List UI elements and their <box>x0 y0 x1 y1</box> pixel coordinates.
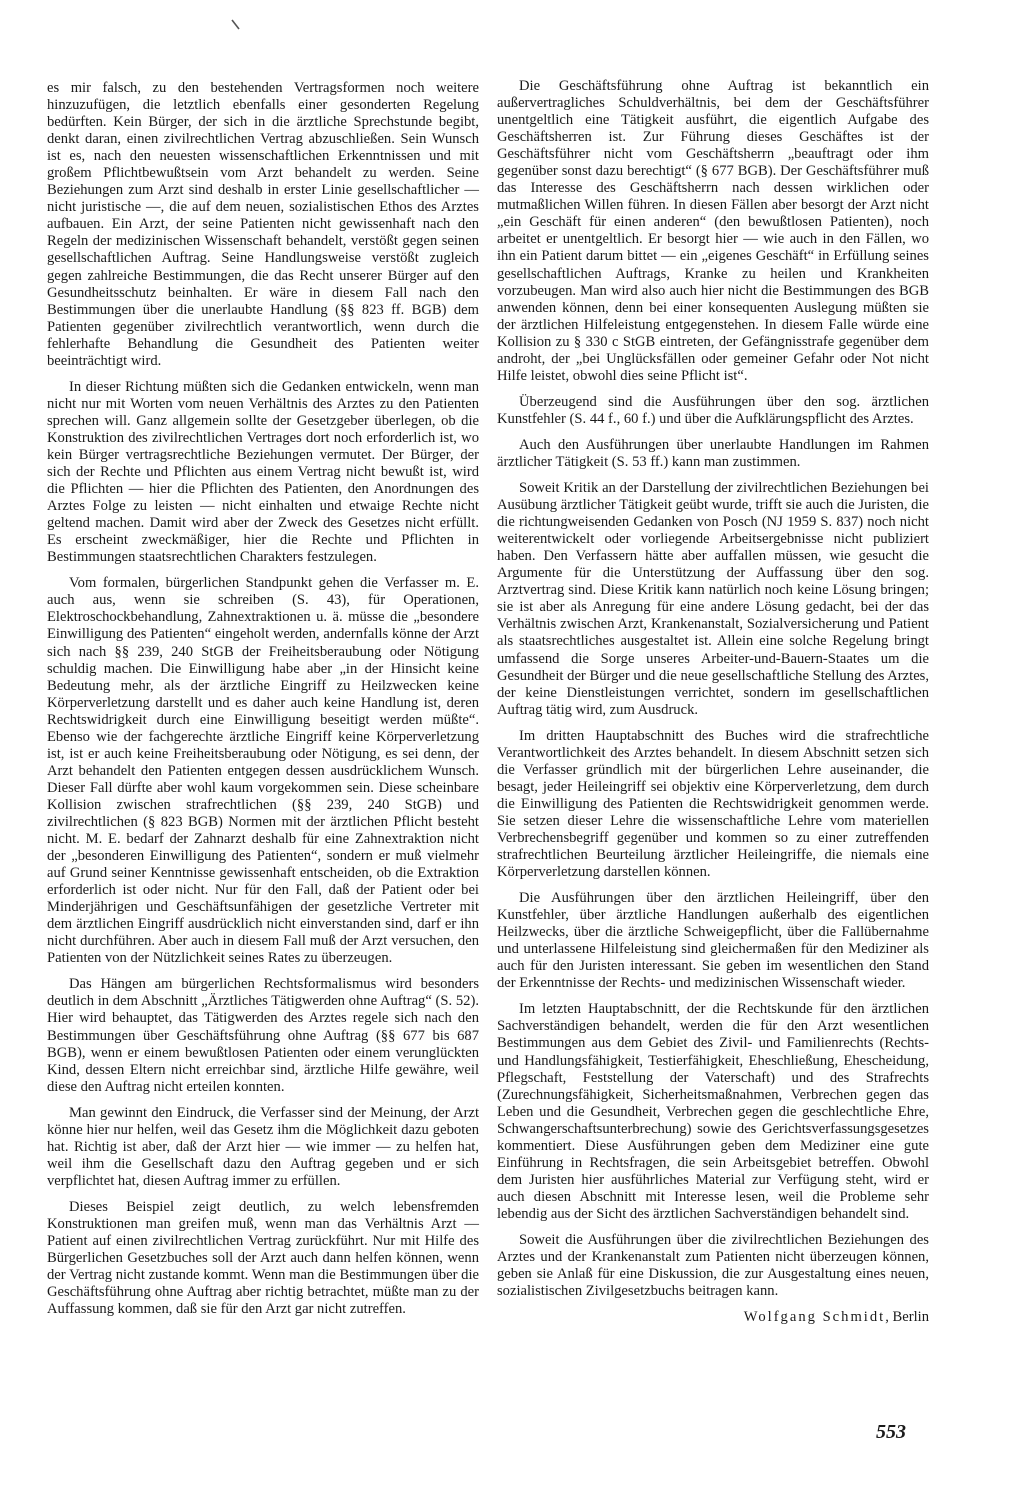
paragraph: Im dritten Hauptabschnitt des Buches wird die strafrechtliche Verantwortlichkeit des Arztes behandelt. In diesem Abschnitt setzen sich die Verfasser gründlich mit der bürgerlichen Lehre auseinander, die besagt, jeder Heileingriff sei objektiv eine Körperverletzung, dem durch die Einwilligung des Patienten die Rechtswidrigkeit genommen werde. Sie setzen dieser Lehre die wissenschaftliche Lehre vom materiellen Verbrechensbegriff gegenüber und kommen so zu einer zutreffenden strafrechtlichen Beurteilung ärztlicher Heileingriffe, die niemals eine Körperverletzung darstellen können. <box>497 727 929 881</box>
paragraph: Soweit Kritik an der Darstellung der zivilrechtlichen Beziehungen bei Ausübung ärztlicher Tätigkeit geübt wurde, trifft sie auch die Juristen, die die richtungweisenden Gedanken von Posch (NJ 1959 S. 837) noch nicht weiterentwickelt oder vorliegende Arbeitsergebnisse nicht publiziert haben. Den Verfassern hätte aber auffallen müssen, wie gesucht die Argumente für die Unterstützung der Auffassung über den sog. Arztvertrag sind. Diese Kritik kann natürlich noch keine Lösung bringen; sie ist aber als Anregung für eine andere Lösung gedacht, bei der das Verhältnis zwischen Arzt, Krankenanstalt, Sozialversicherung und Patient als staatsrechtliches ausgestaltet ist. Allein eine solche Regelung bringt umfassend die Sorge unseres Arbeiter-und-Bauern-Staates um die Gesundheit der Bürger und die neue gesellschaftliche Stellung des Arztes, der keine Dienstleistungen verrichtet, sondern im gesellschaftlichen Auftrag tätig wird, zum Ausdruck. <box>497 480 929 718</box>
paragraph: Man gewinnt den Eindruck, die Verfasser sind der Meinung, der Arzt könne hier nur helfen, weil das Gesetz ihm die Möglichkeit dazu geboten hat. Richtig ist aber, daß der Arzt hier — wie immer — zu helfen hat, weil ihm die Gesellschaft dazu den Auftrag gegeben und er sich verpflichtet hat, diesen Auftrag immer zu erfüllen. <box>47 1104 479 1189</box>
paragraph: Soweit die Ausführungen über die zivilrechtlichen Beziehungen des Arztes und der Krankenanstalt zum Patienten nicht überzeugen können, geben sie Anlaß für eine Diskussion, die zur Ausgestaltung eines neuen, sozialistischen Zivilgesetzbuchs beitragen kann. <box>497 1232 929 1300</box>
scan-mark-icon <box>231 19 241 31</box>
right-column <box>497 78 929 1335</box>
paragraph: Überzeugend sind die Ausführungen über den sog. ärztlichen Kunstfehler (S. 44 f., 60 f.) und über die Aufklärungspflicht des Arztes. <box>497 393 929 427</box>
paragraph: Die Geschäftsführung ohne Auftrag ist bekanntlich ein außervertragliches Schuldverhältnis, bei dem der Geschäftsführer unentgeltlich eine Tätigkeit ausführt, die eigentlich Aufgabe des Geschäftsherren ist. Zur Führung dieses Geschäftes ist der Geschäftsführer nicht vom Geschäftsherrn „beauftragt oder ihm gegenüber sonst dazu berechtigt“ (§ 677 BGB). Der Geschäftsführer muß das Interesse des Geschäftsherrn nach dessen wirklichen oder mutmaßlichen Willen führen. In diesen Fällen aber besorgt der Arzt nicht „ein Geschäft für einen anderen“ (den bewußtlosen Patienten), noch arbeitet er unentgeltlich. Er besorgt hier — wie auch in den Fällen, wo ihn ein Patient darum bittet — ein „eigenes Geschäft“ in Erfüllung seines gesellschaftlichen Auftrags, Kranke zu heilen und Krankheiten vorzubeugen. Man wird also auch hier nicht die Bestimmungen des BGB anwenden können, denn bei einer konsequenten Auslegung müßten sie der ärztlichen Hilfeleistung entgegenstehen. In diesem Falle würde eine Kollision zu § 330 c StGB eintreten, der Gefängnisstrafe gegenüber dem androht, der „bei Unglücksfällen oder gemeiner Gefahr oder Not nicht Hilfe leistet, obwohl dies seine Pflicht ist“. <box>497 78 929 384</box>
author-signature: Wolfgang Schmidt, Berlin <box>743 1309 929 1326</box>
page-number: 553 <box>876 1421 906 1443</box>
paragraph: Auch den Ausführungen über unerlaubte Handlungen im Rahmen ärztlicher Tätigkeit (S. 53 ff.) kann man zustimmen. <box>497 436 929 470</box>
paragraph: es mir falsch, zu den bestehenden Vertragsformen noch weitere hinzuzufügen, die letztlich ebenfalls einer gesonderten Regelung bedürften. Kein Bürger, der sich in die ärztliche Sprechstunde begibt, denkt daran, einen zivilrechtlichen Vertrag abzuschließen. Sein Wunsch ist es, nach den neuesten wissenschaftlichen Erkenntnissen und mit großem Pflichtbewußtsein vom Arzt behandelt zu werden. Seine Beziehungen zum Arzt sind deshalb in erster Linie gesellschaftlicher — nicht juristische —, die auf dem neuen, sozialistischen Ethos des Arztes aufbauen. Ein Arzt, der seine Patienten nicht gewissenhaft nach den Regeln der medizinischen Wissenschaft behandelt, verstößt gegen seinen gesellschaftlichen Auftrag. Seine Handlungsweise verstößt zugleich gegen zahlreiche Bestimmungen, die das Recht unserer Bürger auf den Gesundheitsschutz beinhalten. Er wäre in diesem Fall nach den Bestimmungen über die unerlaubte Handlung (§§ 823 ff. BGB) dem Patienten gegenüber zivilrechtlich verantwortlich, wenn durch die fehlerhafte Behandlung die Gesundheit des Patienten weiter beeinträchtigt wird. <box>47 80 479 369</box>
paragraph: Im letzten Hauptabschnitt, der die Rechtskunde für den ärztlichen Sachverständigen behandelt, werden die für den Arzt wesentlichen Bestimmungen aus dem Gebiet des Zivil- und Familienrechts (Rechts- und Handlungsfähigkeit, Testierfähigkeit, Eheschließung, Ehescheidung, Pflegschaft, Feststellung der Vaterschaft) und des Strafrechts (Zurechnungsfähigkeit, Sicherheitsmaßnahmen, Verbrechen gegen das Leben und die Gesundheit, Verbrechen gegen die geschlechtliche Ehre, Schwangerschaftsunterbrechung) sowie des Gerichtsverfassungsgesetzes kommentiert. Diese Ausführungen geben dem Mediziner eine gute Einführung in Rechtsfragen, die sein Arbeitsgebiet betreffen. Obwohl dem Juristen hier ausführliches Material zur Verfügung steht, wird er auch diesen Abschnitt mit Interesse lesen, weil die Probleme sehr lebendig aus der Sicht des ärztlichen Sachverständigen behandelt sind. <box>497 1001 929 1222</box>
author-name: Wolfgang Schmidt <box>743 1309 886 1326</box>
author-place: Berlin <box>892 1309 929 1326</box>
left-column <box>47 80 479 1327</box>
paragraph: Das Hängen am bürgerlichen Rechtsformalismus wird besonders deutlich in dem Abschnitt „Ärztliches Tätigwerden ohne Auftrag“ (S. 52). Hier wird behauptet, das Tätigwerden des Arztes regele sich nach den Bestimmungen über Geschäftsführung ohne Auftrag (§§ 677 bis 687 BGB), wenn er einem bewußtlosen Patienten oder einem verunglückten Kind, dessen Eltern nicht erreichbar sind, ärztliche Hilfe gewähre, weil diese den Auftrag nicht erteilen konnten. <box>47 976 479 1095</box>
paragraph: Vom formalen, bürgerlichen Standpunkt gehen die Verfasser m. E. auch aus, wenn sie schreiben (S. 43), für Operationen, Elektroschockbehandlung, Zahnextraktionen u. ä. müsse die „besondere Einwilligung des Patienten“ eingeholt werden, andernfalls könne der Arzt sich nach §§ 239, 240 StGB der Freiheitsberaubung oder Nötigung schuldig machen. Die Einwilligung habe aber „in der Hinsicht keine Bedeutung mehr, als der ärztliche Eingriff zu Heilzwecken keine Körperverletzung darstellt und es daher auch keine Handlung ist, deren Rechtswidrigkeit durch eine Einwilligung beseitigt werden müßte“. Ebenso wie der fachgerechte ärztliche Eingriff keine Körperverletzung ist, ist er auch keine Freiheitsberaubung oder Nötigung, es sei denn, der Arzt behandelt den Patienten entgegen dessen ausdrücklichem Wunsch. Dieser Fall dürfte aber wohl kaum vorgekommen sein. Diese scheinbare Kollision zwischen strafrechtlichen (§§ 239, 240 StGB) und zivilrechtlichen (§ 823 BGB) Normen mit der ärztlichen Pflicht besteht nicht. M. E. bedarf der Zahnarzt deshalb für eine Zahnextraktion nicht der „besonderen Einwilligung des Patienten“, sondern er muß vielmehr auf Grund seiner Kenntnisse gewissenhaft entscheiden, ob die Extraktion erforderlich ist oder nicht. Nur für den Fall, daß der Patient oder bei Minderjährigen und Geschäftsunfähigen der gesetzliche Vertreter mit dem ärztlichen Eingriff ausdrücklich nicht einverstanden sind, darf er ihn nicht durchführen. Aber auch in diesem Fall muß der Arzt versuchen, den Patienten von der Nützlichkeit seines Rates zu überzeugen. <box>47 575 479 967</box>
paragraph: Die Ausführungen über den ärztlichen Heileingriff, über den Kunstfehler, über ärztliche Handlungen außerhalb des eigentlichen Heilzwecks, über die ärztliche Schweigepflicht, über die Fallübernahme und unterlassene Hilfeleistung sind gleichermaßen für den Mediziner als auch für den Juristen interessant. Sie geben im wesentlichen den Stand der Erkenntnisse der Rechts- und medizinischen Wissenschaft wieder. <box>497 890 929 992</box>
paragraph: Dieses Beispiel zeigt deutlich, zu welch lebensfremden Konstruktionen man greifen muß, wenn man das Verhältnis Arzt — Patient auf einen zivilrechtlichen Vertrag zurückführt. Nur mit Hilfe des Bürgerlichen Gesetzbuches soll der Arzt auch dann helfen können, wenn der Vertrag nicht zustande kommt. Wenn man die Bestimmungen über die Geschäftsführung ohne Auftrag aber richtig betrachtet, müßte man zu der Auffassung kommen, daß sie für den Arzt gar nicht zutreffen. <box>47 1198 479 1318</box>
paragraph: In dieser Richtung müßten sich die Gedanken entwickeln, wenn man nicht nur mit Worten vom neuen Verhältnis des Arztes zu den Patienten sprechen will. Ganz allgemein sollte der Gesetzgeber überlegen, ob die Konstruktion des zivilrechtlichen Vertrages dort noch erforderlich ist, wo kein Bürger vertragsrechtliche Beziehungen vermutet. Der Bürger, der sich der Rechte und Pflichten aus einem Vertrag nicht bewußt ist, wird die Pflichten — hier die Pflichten des Patienten, den Anordnungen des Arztes Folge zu leisten — nicht einhalten und etwaige Rechte nicht geltend machen. Damit wird aber der Zweck des Gesetzes nicht erfüllt. Es erscheint zweckmäßiger, hier die Rechte und Pflichten in Bestimmungen staatsrechtlichen Charakters festzulegen. <box>47 378 479 566</box>
